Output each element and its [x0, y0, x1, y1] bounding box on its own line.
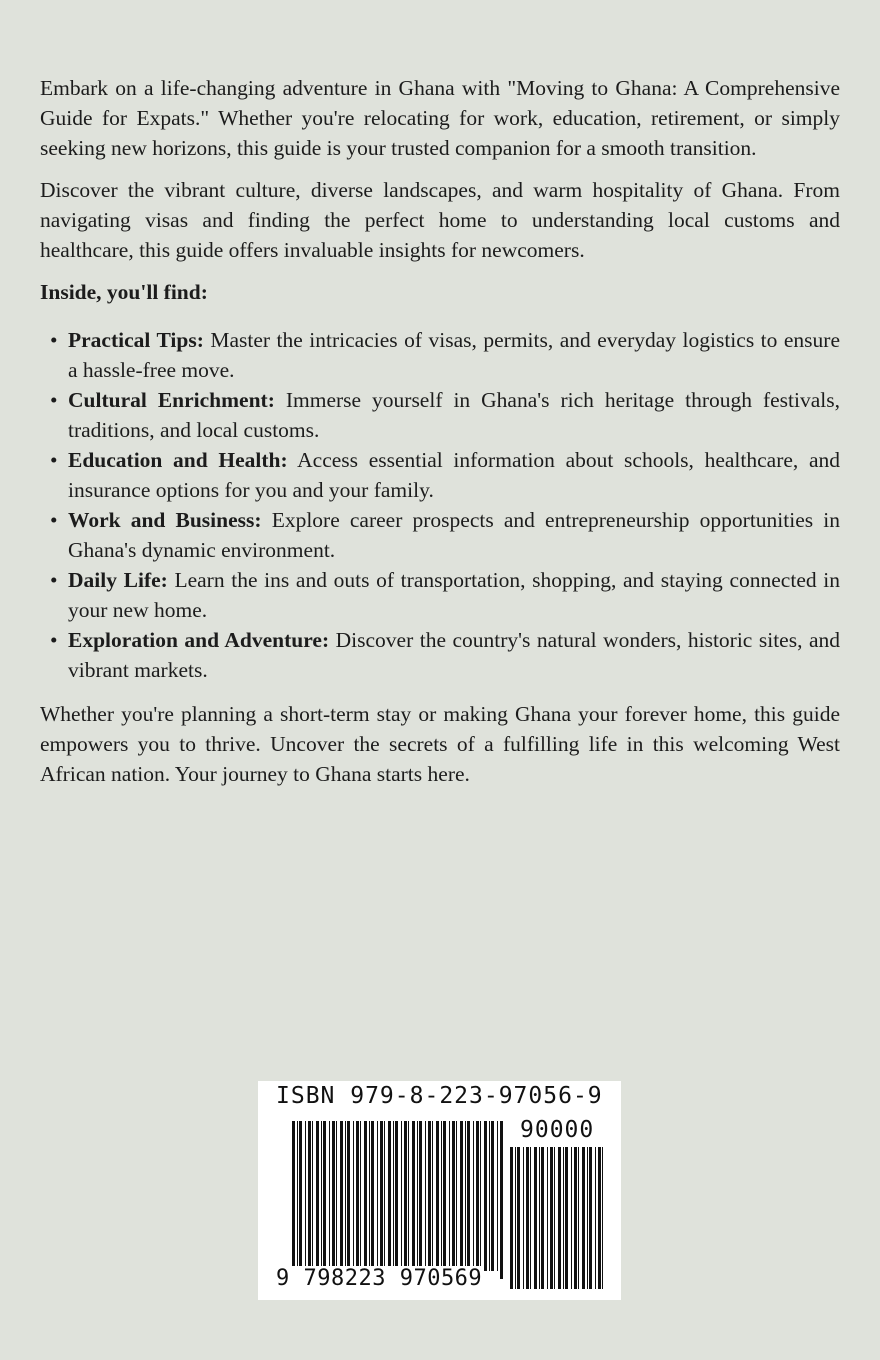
- item-text: Master the intricacies of visas, permits, and everyday logistics to ensure a hassle-free move.: [68, 328, 840, 382]
- barcode-bar: [347, 1121, 350, 1271]
- barcode-bar: [473, 1121, 474, 1271]
- barcode-bar: [595, 1147, 596, 1289]
- barcode-bar: [484, 1121, 487, 1271]
- item-title: Practical Tips:: [68, 328, 204, 352]
- barcode-bar: [456, 1121, 457, 1271]
- barcode-bar: [541, 1147, 544, 1289]
- barcode-bar: [353, 1121, 354, 1271]
- barcode-bar: [441, 1121, 442, 1271]
- list-heading: Inside, you'll find:: [40, 280, 208, 304]
- item-text: Access essential information about schools, healthcare, and insurance options for you and your family.: [68, 448, 840, 502]
- barcode-bar: [558, 1147, 561, 1289]
- barcode-bar: [587, 1147, 588, 1289]
- intro-paragraph-2: Discover the vibrant culture, diverse landscapes, and warm hospitality of Ghana. From navigating visas and finding the perfect home to understanding local customs and healthcare, this guide offers invaluable insights for newcomers.: [40, 178, 840, 262]
- barcode-bar: [460, 1121, 463, 1271]
- barcode-bar: [364, 1121, 367, 1271]
- barcode-bar: [340, 1121, 343, 1271]
- list-item: [40, 445, 840, 505]
- intro-paragraph-1: Embark on a life-changing adventure in Ghana with "Moving to Ghana: A Comprehensive Guide for Expats." Whether you're relocating for work, education, retirement, or simply seeking new horizons, this guide is your trusted companion for a smooth transition.: [40, 76, 840, 160]
- barcode-bar: [369, 1121, 370, 1271]
- item-title: Cultural Enrichment:: [68, 388, 275, 412]
- barcode-bar: [465, 1121, 466, 1271]
- barcode-bar: [360, 1121, 361, 1271]
- item-title: Work and Business:: [68, 508, 262, 532]
- barcode-bar: [598, 1147, 601, 1289]
- barcode-bar: [371, 1121, 374, 1271]
- barcode-bar: [491, 1121, 494, 1271]
- barcode-bar: [480, 1121, 481, 1271]
- barcode-bar: [497, 1121, 498, 1271]
- barcode-bar: [476, 1121, 479, 1271]
- barcode-bar: [412, 1121, 415, 1271]
- barcode-bar: [428, 1121, 431, 1271]
- barcode-bar: [443, 1121, 446, 1271]
- item-text: Discover the country's natural wonders, historic sites, and vibrant markets.: [68, 628, 840, 682]
- item-text: Learn the ins and outs of transportation, shopping, and staying connected in your new home.: [68, 568, 840, 622]
- barcode-bar: [589, 1147, 592, 1289]
- feature-list: [40, 325, 840, 685]
- barcode-bar: [312, 1121, 313, 1271]
- addon-barcode-bars: [510, 1147, 603, 1289]
- barcode-bar: [305, 1121, 306, 1271]
- barcode-bar: [563, 1147, 564, 1289]
- barcode-bar: [452, 1121, 455, 1271]
- barcode-bar: [550, 1147, 553, 1289]
- barcode-bar: [419, 1121, 422, 1271]
- barcode-bar: [582, 1147, 585, 1289]
- list-item: [40, 325, 840, 385]
- barcode-digits: 9 798223 970569: [276, 1266, 483, 1291]
- list-item: [40, 565, 840, 625]
- barcode-bar: [380, 1121, 383, 1271]
- barcode-bar: [530, 1147, 531, 1289]
- barcode-bar: [297, 1121, 298, 1279]
- barcode-bar: [329, 1121, 330, 1271]
- barcode-bar: [316, 1121, 319, 1271]
- barcode-bar: [425, 1121, 426, 1271]
- list-item: [40, 385, 840, 445]
- barcode-bar: [417, 1121, 418, 1271]
- barcode-bar: [384, 1121, 385, 1271]
- barcode-bar: [332, 1121, 335, 1271]
- barcode-bar: [292, 1121, 295, 1279]
- barcode-bar: [565, 1147, 568, 1289]
- barcode-bar: [449, 1121, 450, 1271]
- closing-paragraph: Whether you're planning a short-term stay or making Ghana your forever home, this guide empowers you to thrive. Uncover the secrets of a fulfilling life in this welcoming West African nation. Your journey to Ghana starts here.: [40, 702, 840, 786]
- item-title: Daily Life:: [68, 568, 168, 592]
- barcode-bar: [500, 1121, 503, 1279]
- barcode-bar: [534, 1147, 537, 1289]
- barcode-bar: [526, 1147, 529, 1289]
- item-text: Immerse yourself in Ghana's rich heritage through festivals, traditions, and local customs.: [68, 388, 840, 442]
- barcode-bar: [323, 1121, 326, 1271]
- price-code: 90000: [520, 1117, 595, 1143]
- barcode-bar: [432, 1121, 433, 1271]
- barcode-bar: [345, 1121, 346, 1271]
- barcode-bar: [299, 1121, 302, 1271]
- barcode-bar: [571, 1147, 572, 1289]
- barcode-bar: [395, 1121, 398, 1279]
- barcode-bar: [377, 1121, 378, 1271]
- list-item: [40, 505, 840, 565]
- main-barcode-bars: [292, 1121, 503, 1279]
- back-cover-text: [40, 73, 840, 801]
- barcode-bar: [393, 1121, 394, 1271]
- isbn-label: ISBN 979-8-223-97056-9: [276, 1083, 603, 1109]
- barcode-bar: [388, 1121, 391, 1271]
- barcode-bar: [436, 1121, 439, 1271]
- barcode-bar: [539, 1147, 540, 1289]
- barcode-bar: [517, 1147, 520, 1289]
- barcode-bar: [356, 1121, 359, 1271]
- list-item: [40, 625, 840, 685]
- barcode-bar: [401, 1121, 402, 1279]
- barcode-bar: [308, 1121, 311, 1271]
- barcode-bar: [404, 1121, 407, 1271]
- barcode-bar: [408, 1121, 409, 1271]
- barcode-bar: [510, 1147, 513, 1289]
- barcode-bar: [547, 1147, 548, 1289]
- barcode-bar: [489, 1121, 490, 1271]
- barcode-bar: [578, 1147, 579, 1289]
- barcode-bar: [523, 1147, 524, 1289]
- item-title: Exploration and Adventure:: [68, 628, 330, 652]
- barcode-bar: [321, 1121, 322, 1271]
- isbn-barcode: [258, 1081, 621, 1300]
- barcode-bar: [515, 1147, 516, 1289]
- barcode-bar: [336, 1121, 337, 1271]
- item-text: Explore career prospects and entrepreneurship opportunities in Ghana's dynamic environment.: [68, 508, 840, 562]
- item-title: Education and Health:: [68, 448, 288, 472]
- barcode-bar: [574, 1147, 577, 1289]
- barcode-bar: [467, 1121, 470, 1271]
- barcode-bar: [602, 1147, 603, 1289]
- barcode-bar: [554, 1147, 555, 1289]
